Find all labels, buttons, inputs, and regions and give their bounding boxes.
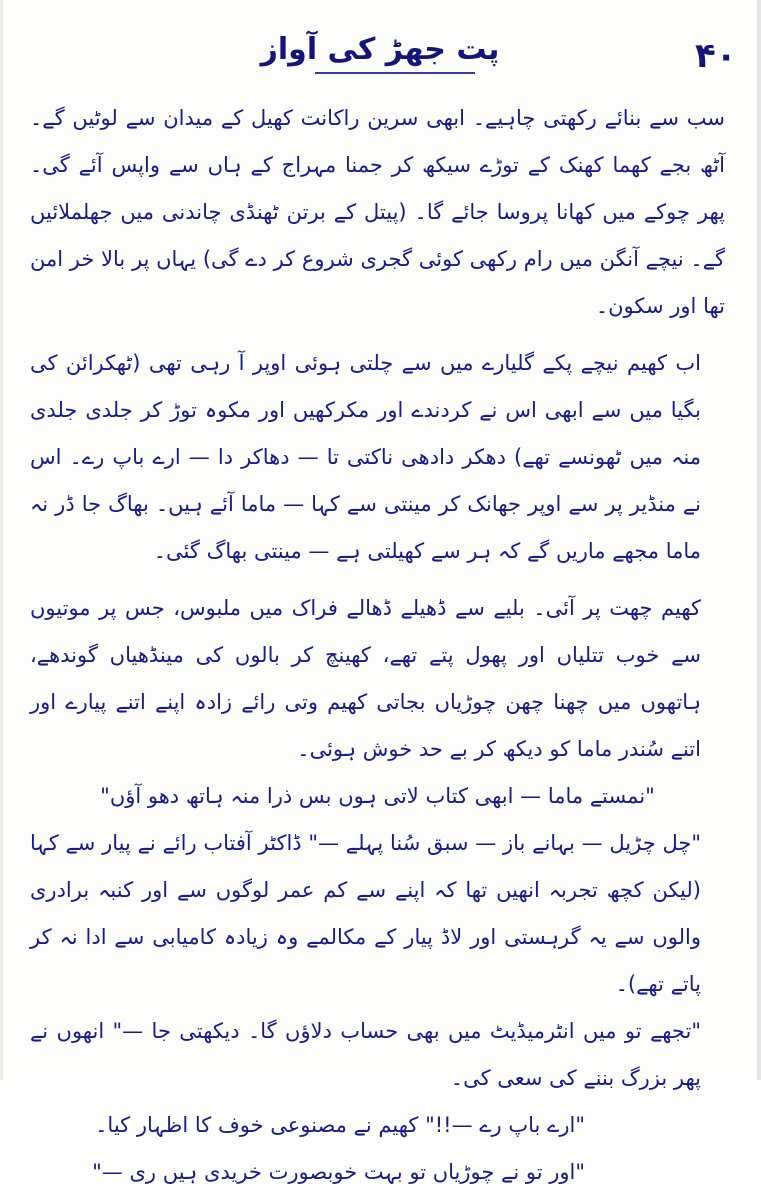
page-number: ۴۰ — [695, 36, 737, 76]
body-text — [30, 95, 725, 1196]
dialogue-1: "نمستے ماما — ابھی کتاب لاتی ہوں بس ذرا منہ ہاتھ دھو آؤں" — [100, 784, 655, 808]
paragraph-3: کھیم چھت پر آئی۔ بلیے سے ڈھیلے ڈھالے فراک میں ملبوس، جس پر موتیوں سے خوب تتلیاں اور پھول پتے تھے، کھینچ کر بالوں کی مینڈھیاں گوندھے، ہاتھوں میں چھنا چھن چوڑیاں بجاتی کھیم وتی رائے زادہ اپنے اتنے پیارے اور اتنے سُندر ماما کو دیکھ کر بے حد خوش ہوئی۔ — [30, 596, 701, 761]
page-header — [40, 30, 737, 80]
dialogue-3: "تجھے تو میں انٹرمیڈیٹ میں بھی حساب دلاؤں گا۔ دیکھتی جا —" انھوں نے پھر بزرگ بننے کی سعی کی۔ — [30, 1019, 701, 1090]
title-underline — [315, 72, 475, 74]
chapter-title: پت جھڑ کی آواز — [260, 32, 500, 67]
closing-line-2: "اور تو نے چوڑیاں تو بہت خوبصورت خریدی ہیں ری —" — [92, 1160, 585, 1184]
closing-line-1: "ارے باپ رے —!!" کھیم نے مصنوعی خوف کا اظہار کیا۔ — [95, 1113, 585, 1137]
dialogue-2: "چل چڑیل — بہانے باز — سبق سُنا پہلے —" ڈاکٹر آفتاب رائے نے پیار سے کہا (لیکن کچھ تجربہ انھیں تھا کہ اپنے سے کم عمر لوگوں سے اور کنبہ برادری والوں سے یہ گرہستی اور لاڈ پیار کے مکالمے وہ زیادہ کامیابی سے ادا نہ کر پاتے تھے)۔ — [30, 831, 701, 996]
paragraph-1: سب سے بنائے رکھتی چاہیے۔ ابھی سرین راکانت کھیل کے میدان سے لوٹیں گے۔ آٹھ بجے کھما کھنک کے توڑے سیکھ کر جمنا مہراج کے ہاں سے واپس آئے گی۔ پھر چوکے میں کھانا پروسا جائے گا۔ (پیتل کے برتن ٹھنڈی چاندنی میں جھلملائیں گے۔ نیچے آنگن میں رام رکھی کوئی گجری شروع کر دے گی) یہاں پر بالا خر امن تھا اور سکون۔ — [30, 106, 725, 318]
page-edge-left — [0, 0, 3, 1080]
paragraph-2: اب کھیم نیچے پکے گلیارے میں سے چلتی ہوئی اوپر آ رہی تھی (ٹھکرائن کی بگیا میں سے ابھی اس نے کردندے اور مکرکھیں اور مکوہ توڑ کر جلدی جلدی منہ میں ٹھونسے تھے) دھکر دادھی ناکتی تا — دھاکر دا — ارے باپ رے۔ اس نے منڈیر پر سے اوپر جھانک کر مینتی سے کہا — ماما آئے ہیں۔ بھاگ جا ڈر نہ ماما مجھے ماریں گے کہ ہر سے کھیلتی ہے — مینتی بھاگ گئی۔ — [30, 351, 701, 563]
page-edge-right — [757, 0, 761, 1080]
